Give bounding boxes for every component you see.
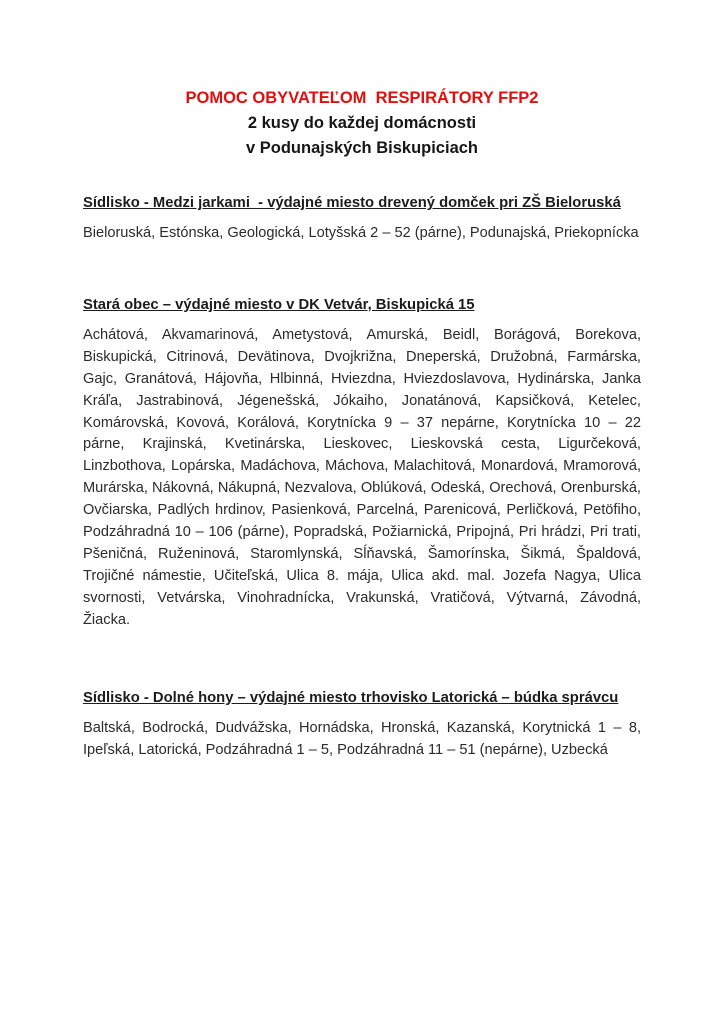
section-medzi-jarkami <box>83 193 641 245</box>
page-title-main: POMOC OBYVATEĽOM RESPIRÁTORY FFP2 <box>185 89 539 107</box>
section-dolne-hony <box>83 688 641 762</box>
title-block <box>83 86 641 161</box>
section-heading-medzi-jarkami: Sídlisko - Medzi jarkami - výdajné miesto drevený domček pri ZŠ Bieloruská <box>83 195 621 211</box>
page-title-sub-2: v Podunajských Biskupiciach <box>246 139 478 157</box>
page-title-sub-1: 2 kusy do každej domácnosti <box>247 114 477 132</box>
section-heading-stara-obec: Stará obec – výdajné miesto v DK Vetvár, Biskupická 15 <box>83 296 475 313</box>
section-body-dolne-hony: Baltská, Bodrocká, Dudvážska, Hornádska, Hronská, Kazanská, Korytnická 1 – 8, Ipeľská, Latorická, Podzáhradná 1 – 5, Podzáhradná 11 – 51 (nepárne), Uzbecká <box>83 719 641 758</box>
section-body-medzi-jarkami: Bieloruská, Estónska, Geologická, Lotyšská 2 – 52 (párne), Podunajská, Priekopnícka <box>83 225 639 241</box>
section-heading-dolne-hony: Sídlisko - Dolné hony – výdajné miesto trhovisko Latorická – búdka správcu <box>83 689 619 706</box>
section-stara-obec <box>83 295 641 632</box>
section-body-stara-obec: Achátová, Akvamarinová, Ametystová, Amurská, Beidl, Borágová, Borekova, Biskupická, Citrinová, Devätinova, Dvojkrižna, Dneperská, Družobná, Farmárska, Gajc, Granátová, Hájovňa, Hlbinná, Hviezdna, Hviezdoslavova, Hydinárska, Janka Kráľa, Jastrabinová, Jégenešská, Jókaiho, Jonatánová, Kapsičková, Ketelec, Komárovská, Kovová, Korálová, Korytnícka 9 – 37 nepárne, Korytnícka 10 – 22 párne, Krajinská, Kvetinárska, Lieskovec, Lieskovská cesta, Ligurčeková, Linzbothova, Lopárska, Madáchova, Máchova, Malachitová, Monardová, Mramorová, Murárska, Nákovná, Nákupná, Nezvalova, Oblúková, Odeská, Orechová, Orenburská, Ovčiarska, Padlých hrdinov, Pasienková, Parcelná, Parenicová, Perličková, Petöfiho, Podzáhradná 10 – 106 (párne), Popradská, Požiarnická, Pripojná, Pri hrádzi, Pri trati, Pšeničná, Ruženinová, Staromlynská, Sĺňavská, Šamorínska, Šikmá, Špaldová, Trojičné námestie, Učiteľská, Ulica 8. mája, Ulica akd. mal. Jozefa Nagya, Ulica svornosti, Vetvárska, Vinohradnícka, Vrakunská, Vratičová, Výtvarná, Závodná, Žiacka. <box>83 326 641 628</box>
